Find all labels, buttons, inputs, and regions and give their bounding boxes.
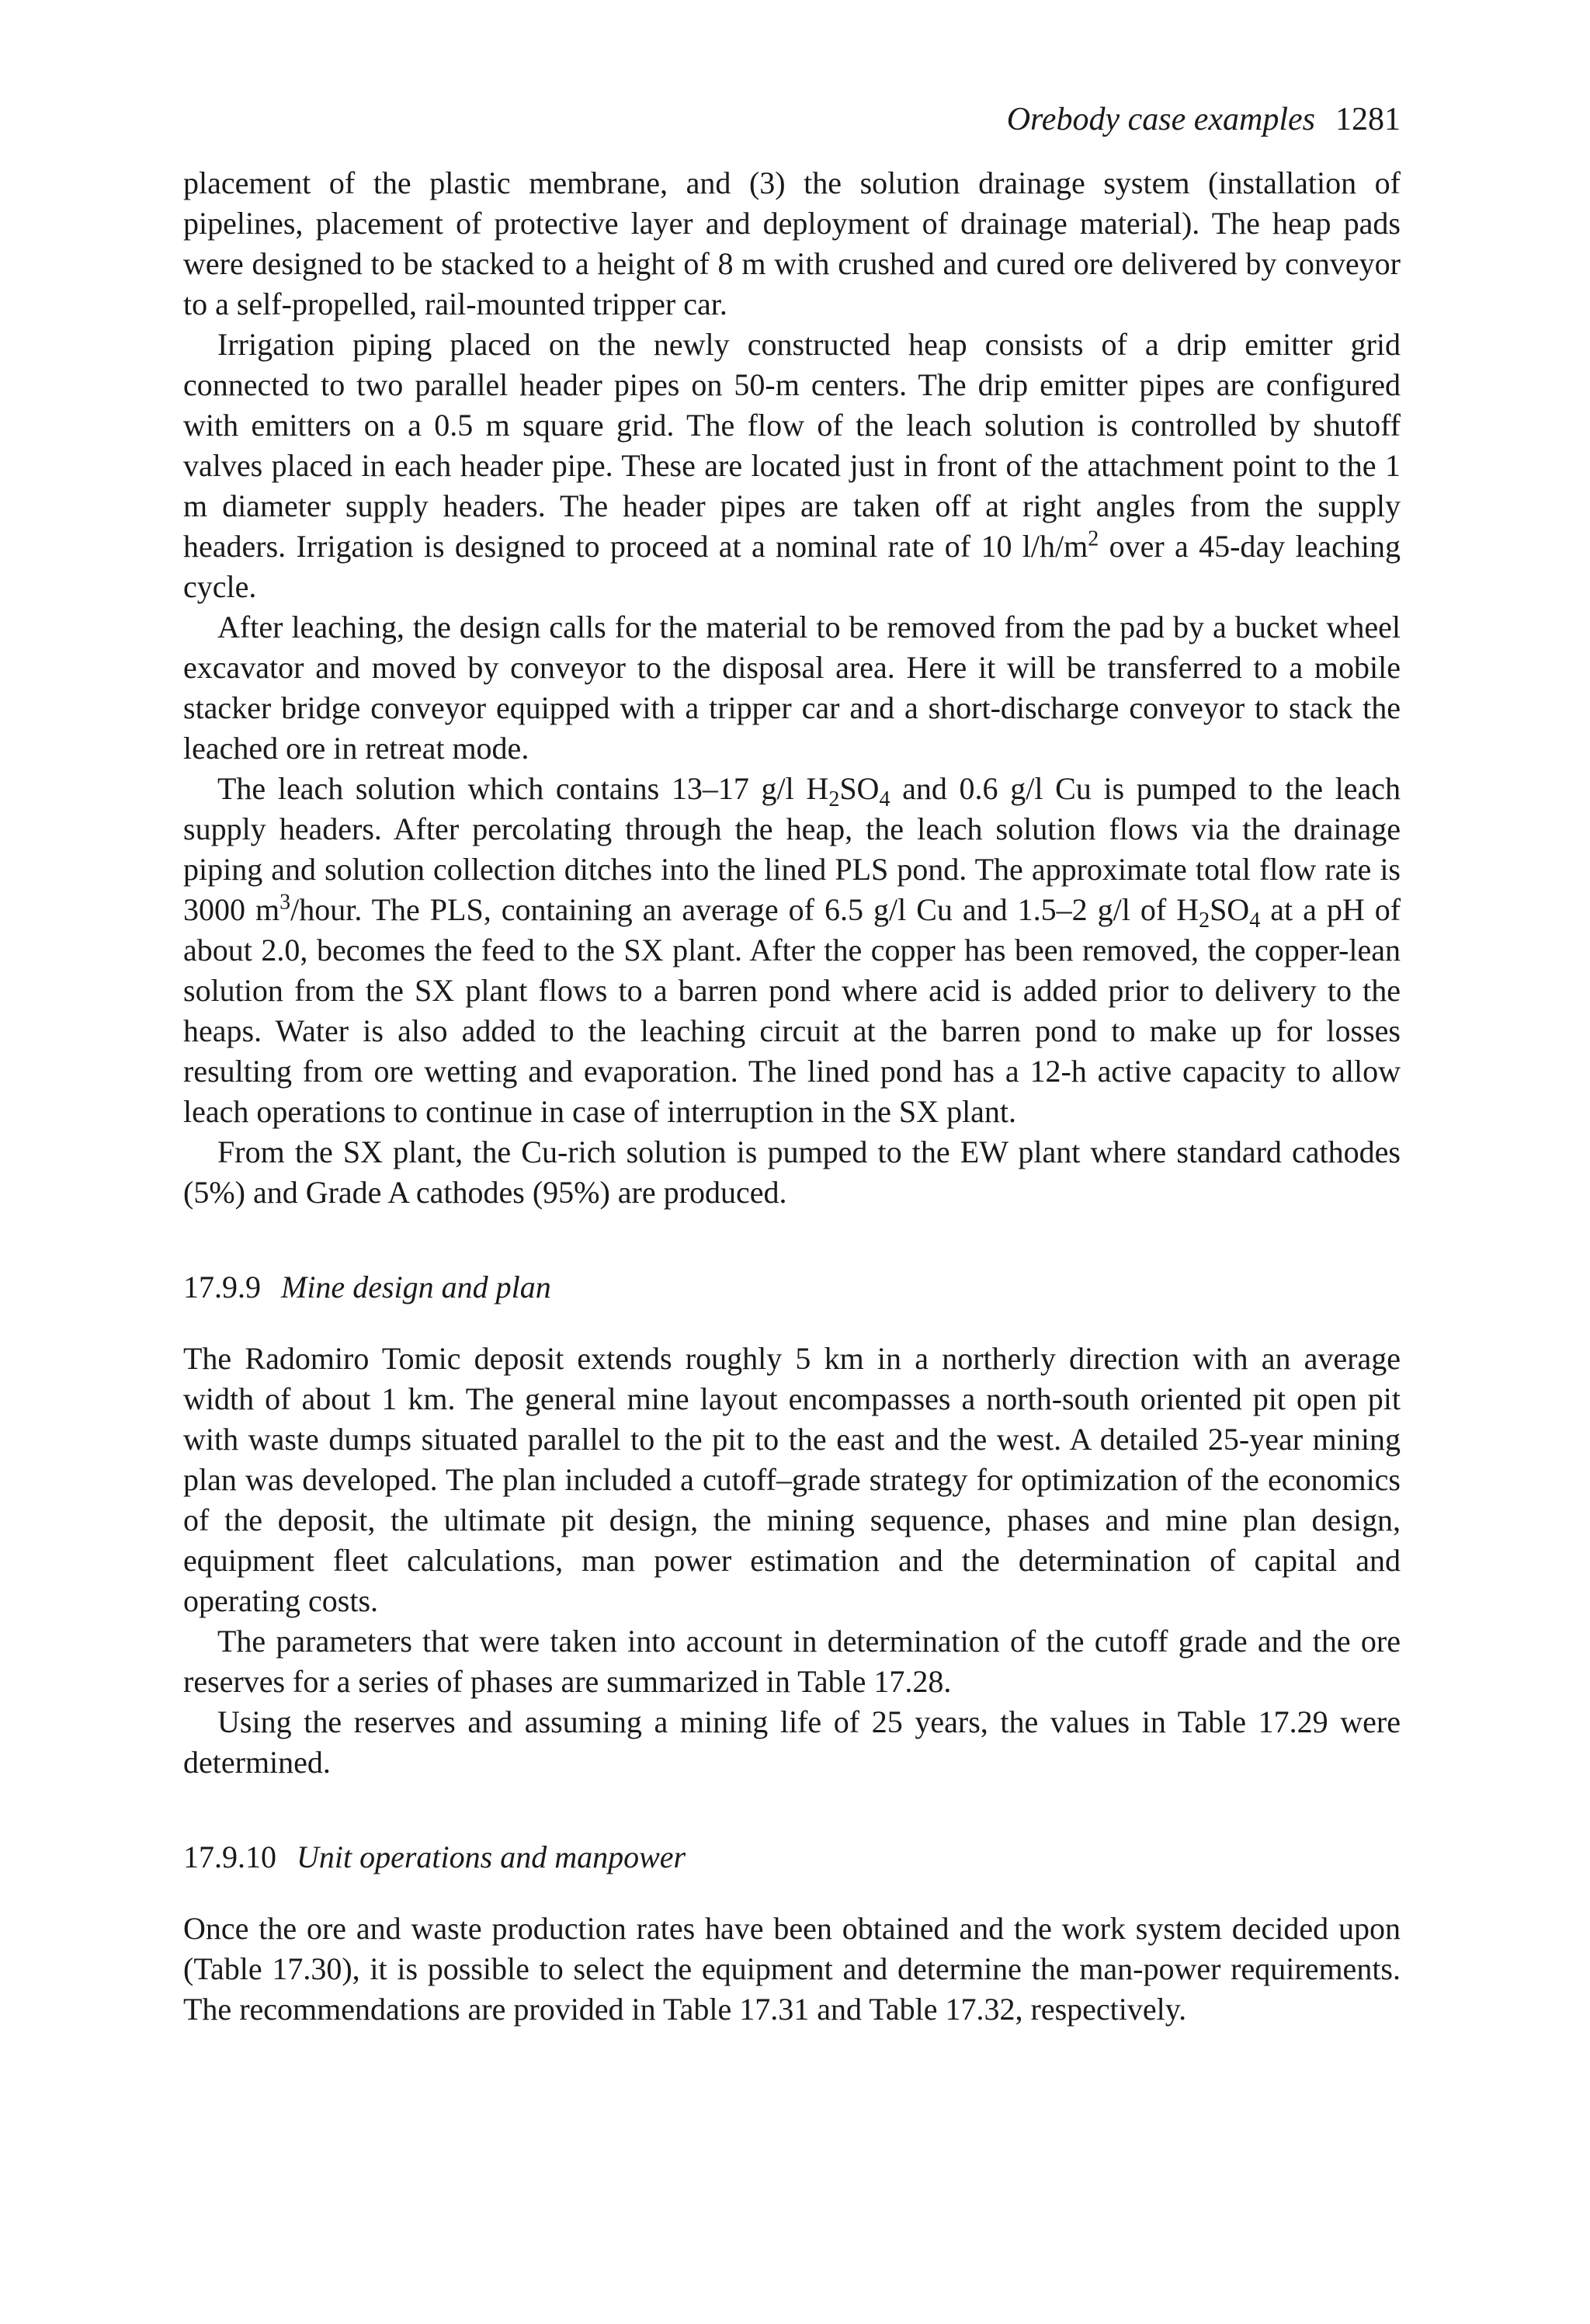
paragraph-deposit: The Radomiro Tomic deposit extends roughly 5 km in a northerly direction with an average width of about 1 km. The general mine layout encompasses a north-south oriented pit open pit with waste dumps situated parallel to the pit to the east and the west. A detailed 25-year mining plan was developed. The plan included a cutoff–grade strategy for optimization of the economics of the deposit, the ultimate pit design, the mining sequence, phases and mine plan design, equipment fleet calculations, man power estimation and the determination of capital and operating costs. xyxy=(183,1341,1401,1618)
running-header xyxy=(183,101,1401,138)
paragraph-cutoff-parameters: The parameters that were taken into account in determination of the cutoff grade and the ore reserves for a series of phases are summarized in Table 17.28. xyxy=(183,1624,1401,1699)
paragraph-irrigation: Irrigation piping placed on the newly constructed heap consists of a drip emitter grid connected to two parallel header pipes on 50-m centers. The drip emitter pipes are configured with emitters on a 0.5 m square grid. The flow of the leach solution is controlled by shutoff valves placed in each header pipe. These are located just in front of the attachment point to the 1 m diameter supply headers. The header pipes are taken off at right angles from the supply headers. Irrigation is designed to proceed at a nominal rate of 10 $l/h/m^2$ over a 45-day leaching cycle. xyxy=(183,327,1401,604)
section-heading-unit-operations: 17.9.10 Unit operations and manpower xyxy=(183,1839,686,1874)
paragraph-membrane-drainage: placement of the plastic membrane, and (3) the solution drainage system (installation of pipelines, placement of protective layer and deployment of drainage material). The heap pads were designed to be stacked to a height of 8 m with crushed and cured ore delivered by conveyor to a self-propelled, rail-mounted tripper car. xyxy=(183,165,1401,321)
paragraph-reserves: Using the reserves and assuming a mining life of 25 years, the values in Table 17.29 were determined. xyxy=(183,1704,1401,1780)
page-number: 1281 xyxy=(1335,102,1401,137)
paragraph-sx-plant: From the SX plant, the Cu-rich solution is pumped to the EW plant where standard cathodes (5%) and Grade A cathodes (95%) are produced. xyxy=(183,1134,1401,1210)
paragraph-leach-solution: The leach solution which contains 13–17 g/l $H_2SO_4$ and 0.6 g/l Cu is pumped to the leach supply headers. After percolating through the heap, the leach solution flows via the drainage piping and solution collection ditches into the lined PLS pond. The approximate total flow rate is 3000 $m^3$/hour. The PLS, containing an average of 6.5 g/l Cu and 1.5–2 g/l of $H_2SO_4$ at a pH of about 2.0, becomes the feed to the SX plant. After the copper has been removed, the copper-lean solution from the SX plant flows to a barren pond where acid is added prior to delivery to the heaps. Water is also added to the leaching circuit at the barren pond to make up for losses resulting from ore wetting and evaporation. The lined pond has a 12-h active capacity to allow leach operations to continue in case of interruption in the SX plant. xyxy=(183,771,1401,1129)
section-heading-mine-design: 17.9.9 Mine design and plan xyxy=(183,1270,551,1304)
paragraph-after-leaching: After leaching, the design calls for the material to be removed from the pad by a bucket wheel excavator and moved by conveyor to the disposal area. Here it will be transferred to a mobile stacker bridge conveyor equipped with a tripper car and a short-discharge conveyor to stack the leached ore in retreat mode. xyxy=(183,610,1401,766)
paragraph-manpower: Once the ore and waste production rates have been obtained and the work system decided upon (Table 17.30), it is possible to select the equipment and determine the man-power requirements. The recommendations are provided in Table 17.31 and Table 17.32, respectively. xyxy=(183,1911,1401,2027)
document-page xyxy=(183,101,1401,2030)
running-title: Orebody case examples xyxy=(1006,102,1315,137)
